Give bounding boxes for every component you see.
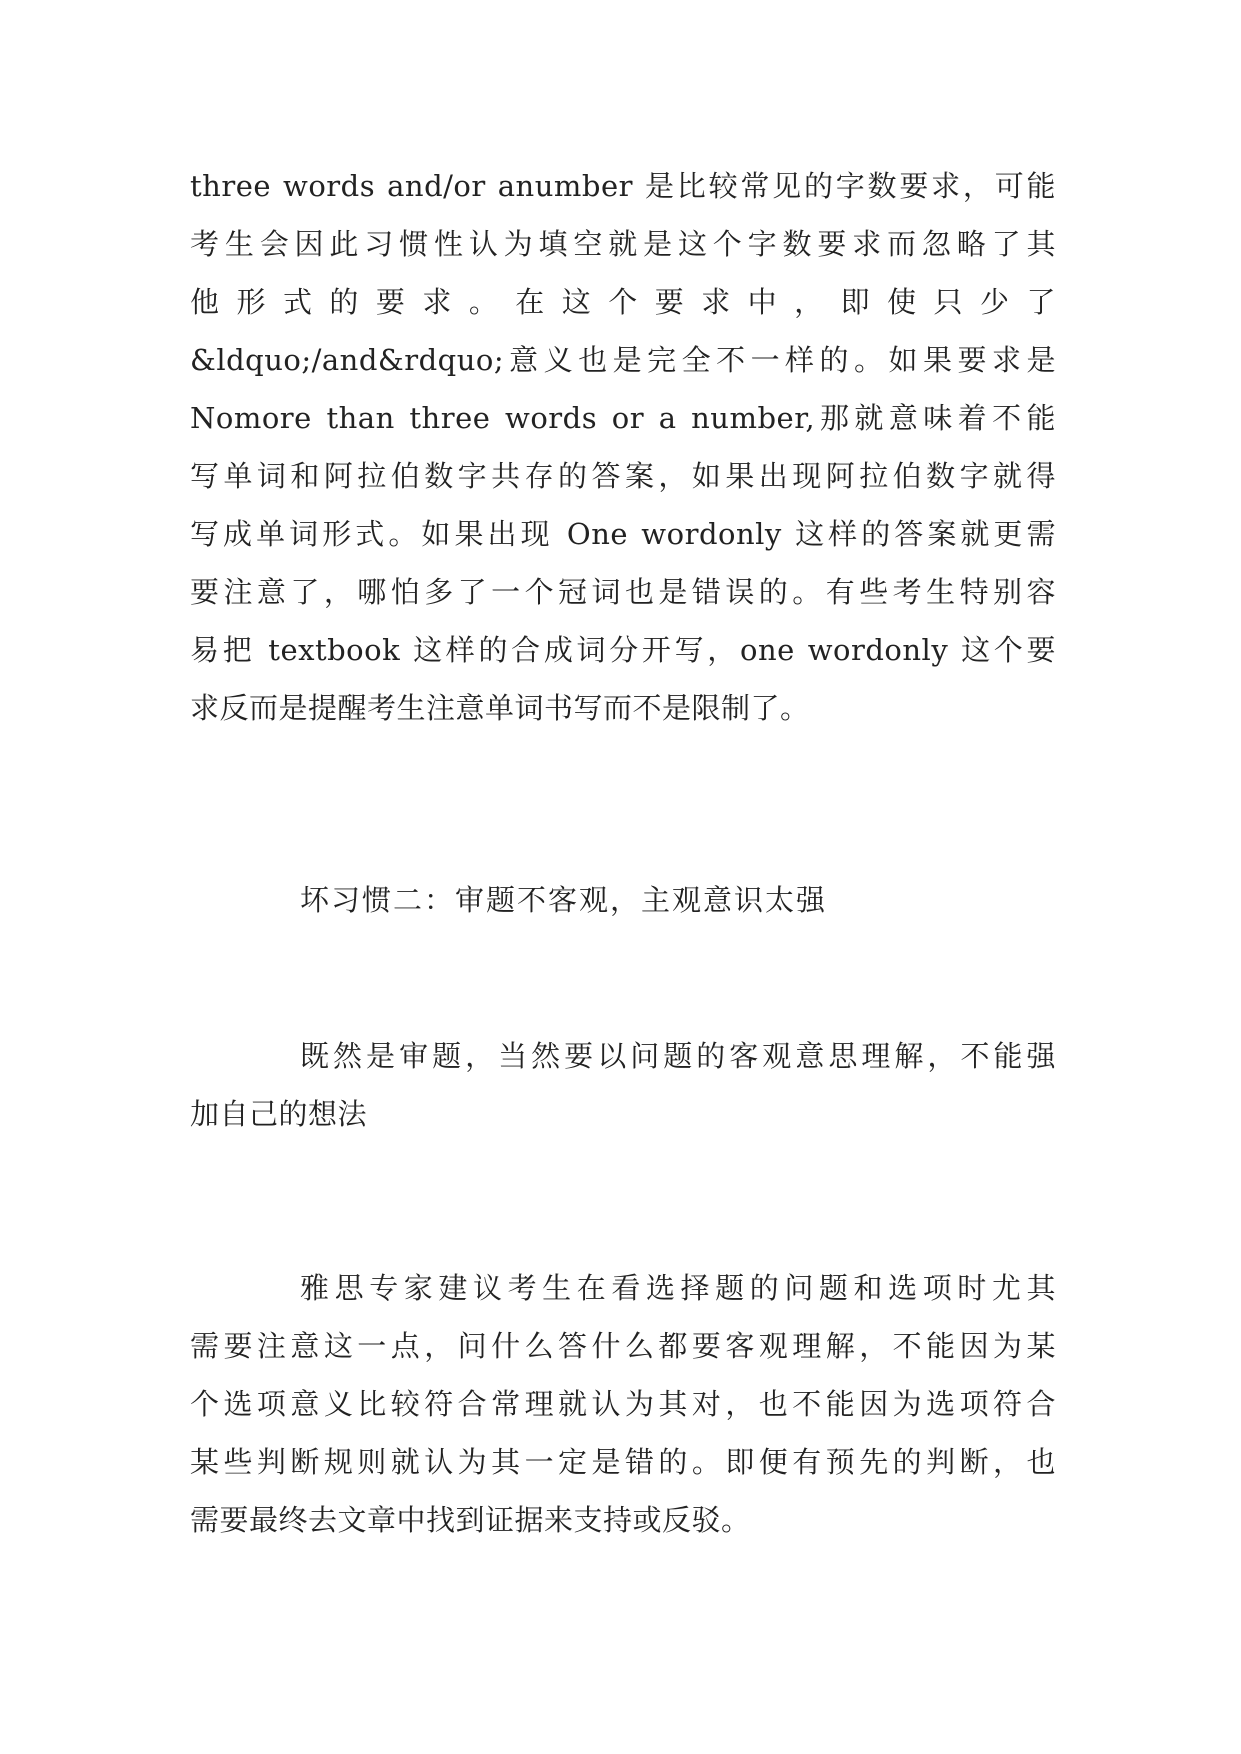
- paragraph-line: 雅思专家建议考生在看选择题的问题和选项时尤其: [300, 1271, 1056, 1305]
- paragraph-line: 既然是审题，当然要以问题的客观意思理解，不能强: [300, 1039, 1056, 1073]
- paragraph-line: 写成单词形式。如果出现 One wordonly 这样的答案就更需: [190, 517, 1056, 551]
- paragraph-line: 写单词和阿拉伯数字共存的答案，如果出现阿拉伯数字就得: [190, 459, 1056, 493]
- paragraph-line: 求反而是提醒考生注意单词书写而不是限制了。: [190, 691, 810, 725]
- paragraph-line: 要注意了，哪怕多了一个冠词也是错误的。有些考生特别容: [190, 575, 1056, 609]
- paragraph-line: 需要最终去文章中找到证据来支持或反驳。: [190, 1503, 751, 1537]
- paragraph-line: 易把 textbook 这样的合成词分开写，one wordonly 这个要: [190, 633, 1056, 667]
- paragraph-line: 他 形 式 的 要 求 。 在 这 个 要 求 中 ， 即 使 只 少 了: [190, 285, 1056, 319]
- paragraph-line: three words and/or anumber 是比较常见的字数要求，可能: [190, 169, 1056, 203]
- paragraph-line: 个选项意义比较符合常理就认为其对，也不能因为选项符合: [190, 1387, 1056, 1421]
- paragraph-line: Nomore than three words or a number,那就意味着不能: [190, 401, 1056, 435]
- paragraph-line: 需要注意这一点，问什么答什么都要客观理解，不能因为某: [190, 1329, 1056, 1363]
- paragraph-line: 加自己的想法: [190, 1097, 368, 1131]
- paragraph-line: 某些判断规则就认为其一定是错的。即便有预先的判断，也: [190, 1445, 1056, 1479]
- paragraph-line: 考生会因此习惯性认为填空就是这个字数要求而忽略了其: [190, 227, 1056, 261]
- paragraph-line: &ldquo;/and&rdquo;意义也是完全不一样的。如果要求是: [190, 343, 1056, 377]
- section-heading: 坏习惯二：审题不客观，主观意识太强: [300, 883, 828, 917]
